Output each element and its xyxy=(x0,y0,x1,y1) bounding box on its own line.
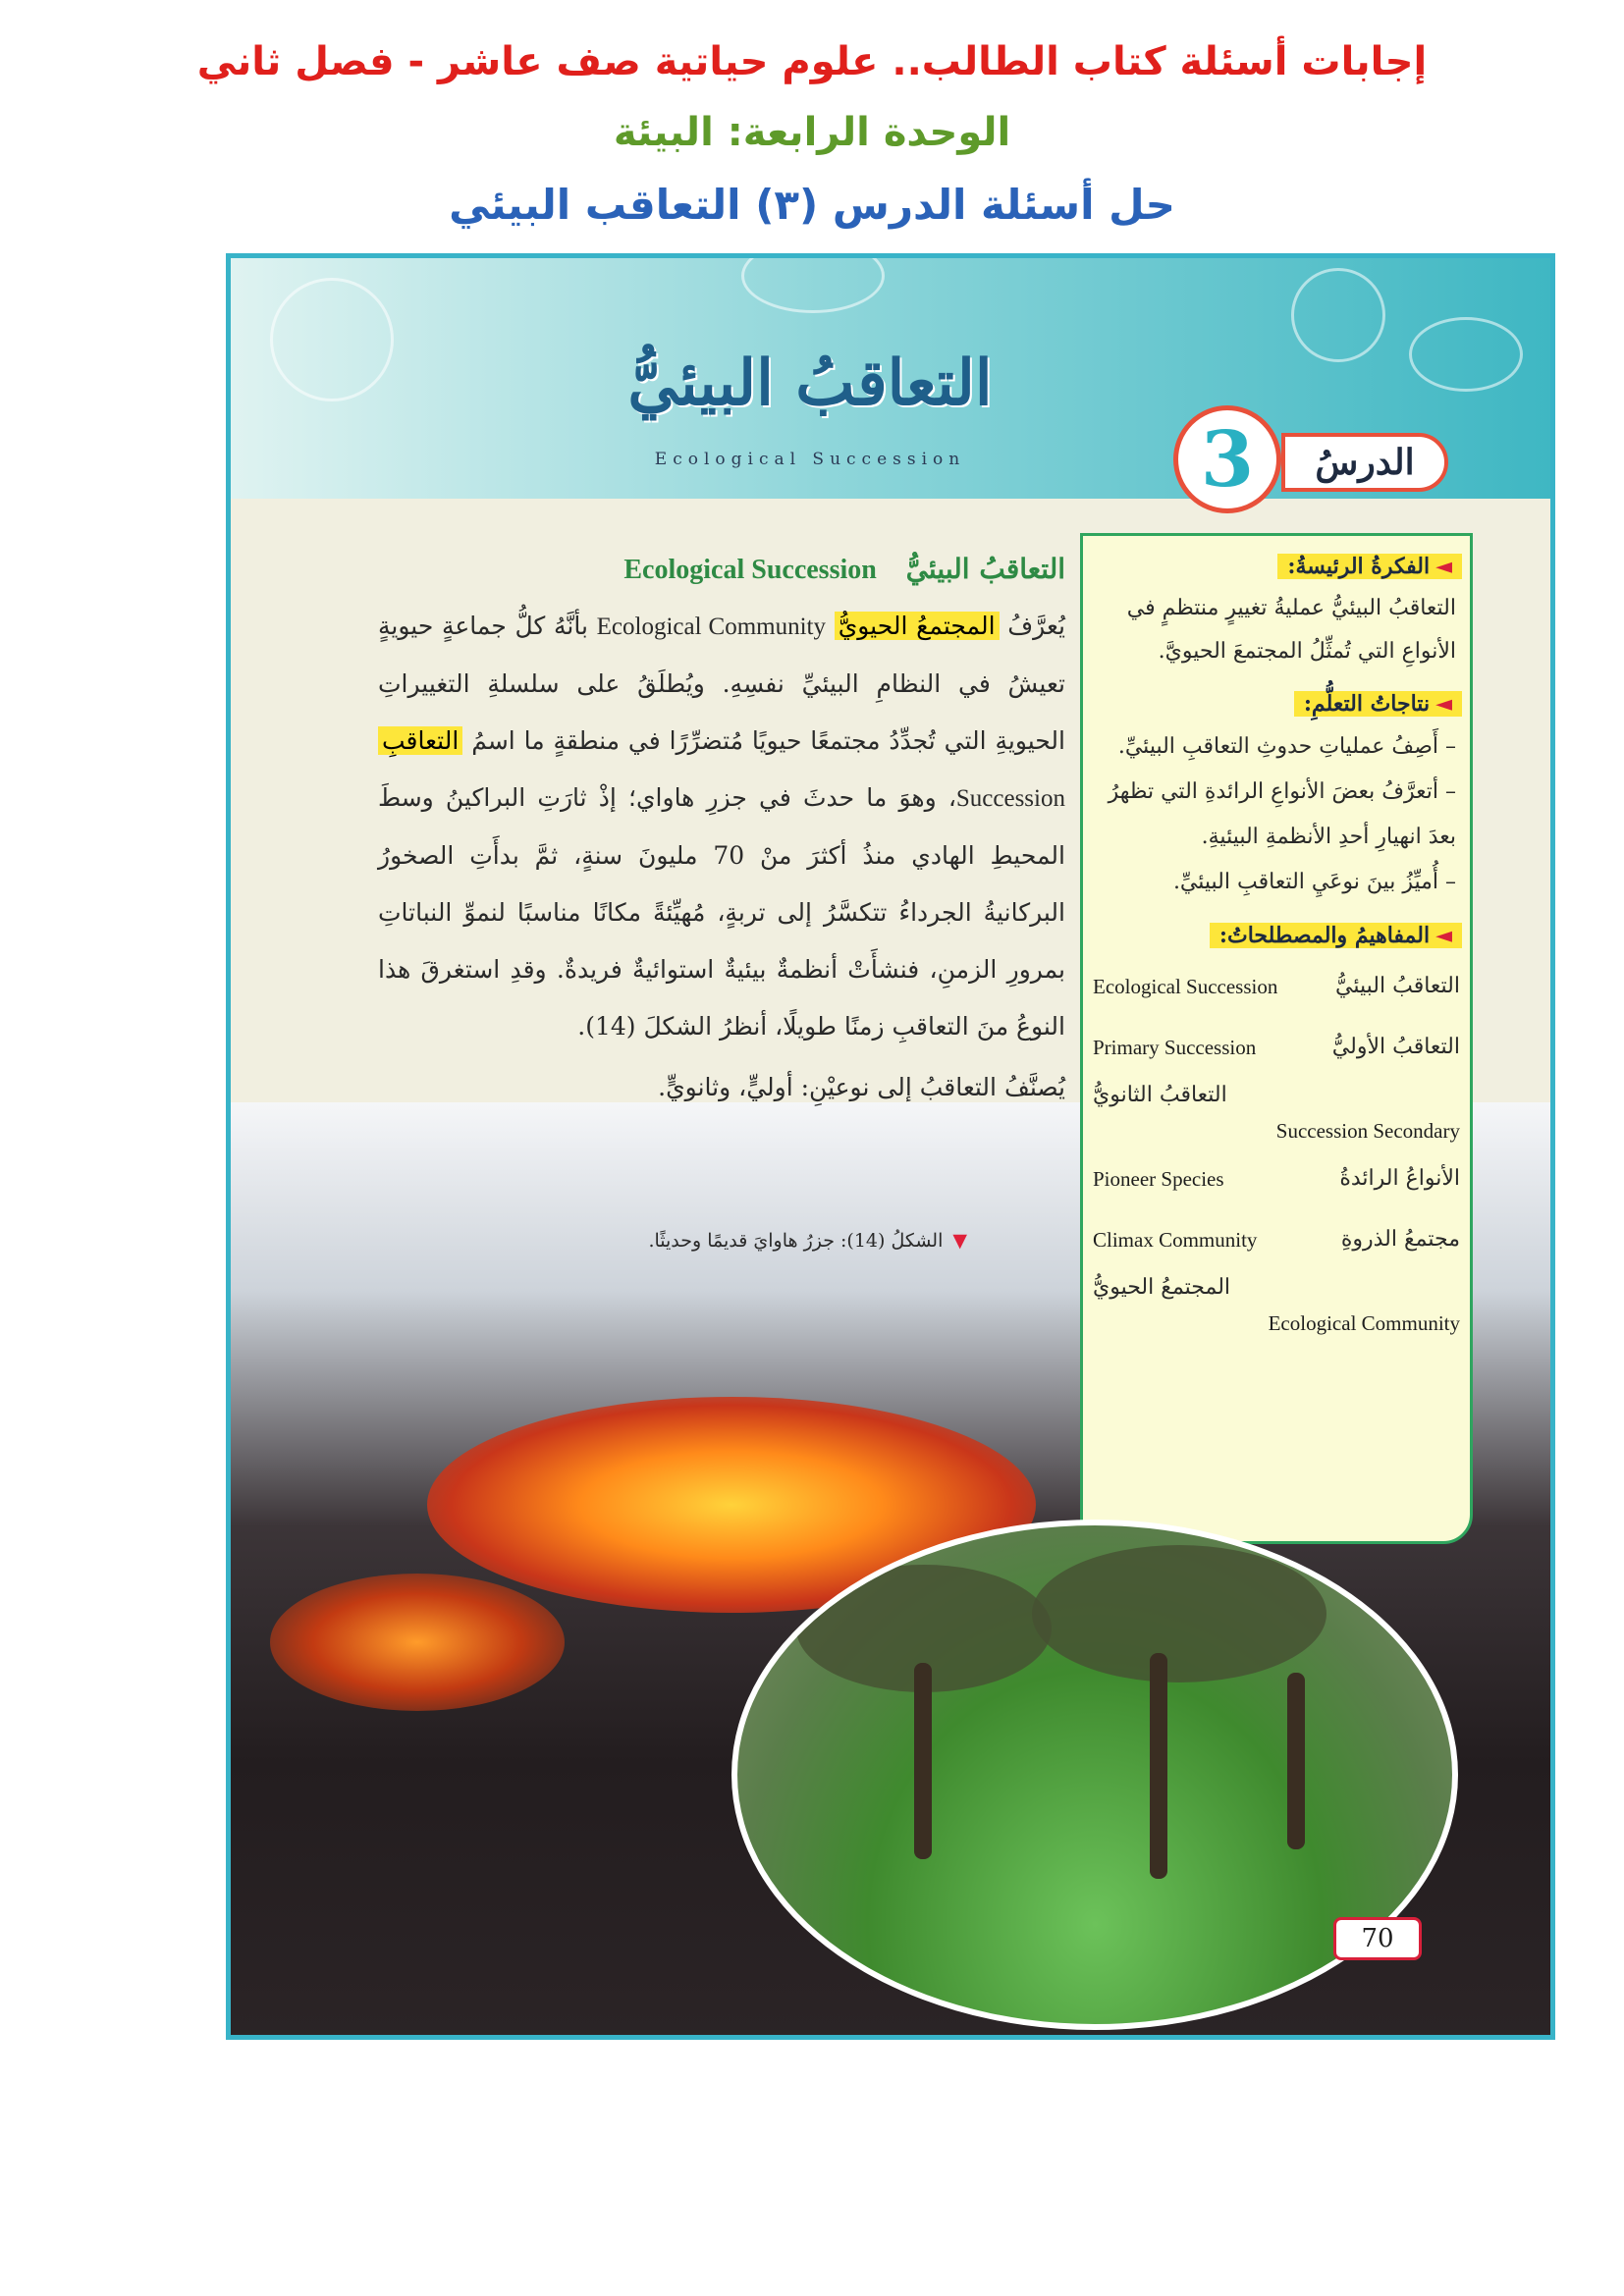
unit-title: الوحدة الرابعة: البيئة xyxy=(613,110,1011,155)
section-heading-en: Ecological Succession xyxy=(623,555,877,585)
text-run xyxy=(826,612,835,640)
term-en: Ecological Community xyxy=(1268,1311,1460,1335)
body-paragraph xyxy=(378,598,1065,1055)
outcome-item: – أُميِّزُ بينَ نوعَيِ التعاقبِ البيئيِّ. xyxy=(1172,870,1456,894)
main-text-column xyxy=(378,553,1065,1116)
tree-trunk xyxy=(1150,1653,1167,1879)
banner-subtitle: Ecological Succession xyxy=(654,450,966,469)
tree-trunk xyxy=(1287,1673,1305,1849)
caption-text: الشكلُ (14): جزرُ هاوايَ قديمًا وحديثًا. xyxy=(648,1230,944,1252)
lesson-title: حل أسئلة الدرس (٣) التعاقب البيئي xyxy=(449,181,1175,229)
highlighted-term: التعاقبِ xyxy=(378,726,462,755)
arrow-icon: ◄ xyxy=(1435,923,1452,948)
term-ar: التعاقبُ الثانويُّ xyxy=(1093,1083,1227,1107)
caption-marker-icon: ▼ xyxy=(952,1230,967,1252)
term-en: Pioneer Species xyxy=(1093,1167,1224,1191)
tree-trunk xyxy=(914,1663,932,1859)
outcome-item: – أَصِفُ عملياتِ حدوثِ التعاقبِ البيئيِّ. xyxy=(1117,734,1456,759)
english-term: Succession xyxy=(955,785,1065,812)
term-en: Ecological Succession xyxy=(1093,975,1278,998)
body-paragraph-2: يُصنَّفُ التعاقبُ إلى نوعيْنِ: أوليٍّ، وثانويٍّ. xyxy=(658,1073,1065,1101)
lesson-banner xyxy=(231,258,1550,505)
outcome-item: – أتعرَّفُ بعضَ الأنواعِ الرائدةِ التي تظهرُ بعدَ انهيارِ أحدِ الأنظمةِ البيئيةِ. xyxy=(1108,779,1456,849)
text-run: ، وهوَ ما حدثَ في جزرِ هاواي؛ إذْ ثارَتِ البراكينُ وسطَ المحيطِ الهادي منذُ أكثرَ منْ 70 مليونَ سنةٍ، ثمَّ بدأَتِ الصخورُ البركانيةُ الجرداءُ تتكسَّرُ إلى تربةٍ، مُهيِّئةً مكانًا مناسبًا لنموِّ النباتاتِ بمرورِ الزمنِ، فنشأَتْ أنظمةٌ بيئيةٌ استوائيةٌ فريدةٌ. وقدِ استغرقَ هذا النوعُ منَ التعاقبِ زمنًا طويلًا، أنظرُ الشكلَ (14). xyxy=(378,783,1065,1041)
figure-caption xyxy=(388,1230,967,1252)
main-idea-heading xyxy=(1277,554,1462,579)
section-heading xyxy=(378,553,1065,586)
concepts-heading xyxy=(1210,923,1462,948)
term-row xyxy=(1083,1078,1470,1148)
term-ar: المجتمعُ الحيويُّ xyxy=(1093,1275,1231,1300)
term-en: Succession Secondary xyxy=(1275,1119,1460,1143)
text-run: يُعرَّفُ xyxy=(999,612,1065,640)
term-row xyxy=(1083,1148,1470,1209)
text-run: بأنَّهُ كلُّ جماعةٍ حيويةٍ تعيشُ في النظامِ البيئيِّ نفسِهِ. ويُطلَقُ على سلسلةِ التغييراتِ الحيويةِ التي تُجدِّدُ مجتمعًا حيويًا مُتضرِّرًا في منطقةٍ ما اسمُ xyxy=(378,612,1065,755)
term-row xyxy=(1083,956,1470,1017)
textbook-page-image xyxy=(226,253,1555,2040)
document-title: إجابات أسئلة كتاب الطالب.. علوم حياتية صف عاشر - فصل ثاني xyxy=(196,39,1428,84)
term-ar: الأنواعُ الرائدةُ xyxy=(1339,1166,1460,1191)
arrow-icon: ◄ xyxy=(1435,554,1452,579)
term-en: Climax Community xyxy=(1093,1228,1258,1252)
section-heading-ar: التعاقبُ البيئيُّ xyxy=(905,553,1065,585)
heading-text: نتاجاتُ التعلُّمِ: xyxy=(1303,691,1431,717)
lesson-sidebar xyxy=(1080,533,1473,1544)
lava-glow xyxy=(270,1574,565,1711)
decorative-cell-shape xyxy=(741,253,885,313)
term-row xyxy=(1083,1270,1470,1341)
decorative-cell-shape xyxy=(1409,317,1523,392)
term-row xyxy=(1083,1209,1470,1270)
lesson-badge xyxy=(1173,405,1546,513)
decorative-cell-shape xyxy=(270,278,394,401)
term-ar: مجتمعُ الذروةِ xyxy=(1340,1227,1460,1252)
term-en: Primary Succession xyxy=(1093,1036,1257,1059)
term-row xyxy=(1083,1017,1470,1078)
highlighted-term: المجتمعُ الحيويُّ xyxy=(835,612,1000,640)
term-ar: التعاقبُ البيئيُّ xyxy=(1335,974,1460,998)
banner-title: التعاقبُ البيئيُّ xyxy=(627,347,993,420)
lesson-label: الدرسُ xyxy=(1281,433,1448,492)
outcomes-heading xyxy=(1294,691,1462,717)
decorative-cell-shape xyxy=(1291,268,1385,362)
tree-canopy xyxy=(1032,1545,1326,1682)
page-number: 70 xyxy=(1333,1917,1422,1960)
arrow-icon: ◄ xyxy=(1435,691,1452,717)
heading-text: المفاهيمُ والمصطلحاتُ: xyxy=(1218,923,1431,948)
main-idea-text: التعاقبُ البيئيُّ عمليةُ تغييرٍ منتظمٍ في الأنواعِ التي تُمثِّلُ المجتمعَ الحيويَّ. xyxy=(1126,596,1456,664)
term-ar: التعاقبُ الأوليُّ xyxy=(1331,1035,1460,1059)
english-term: Ecological Community xyxy=(596,614,826,640)
heading-text: الفكرةُ الرئيسةُ: xyxy=(1287,554,1431,579)
lesson-number: 3 xyxy=(1173,405,1281,513)
